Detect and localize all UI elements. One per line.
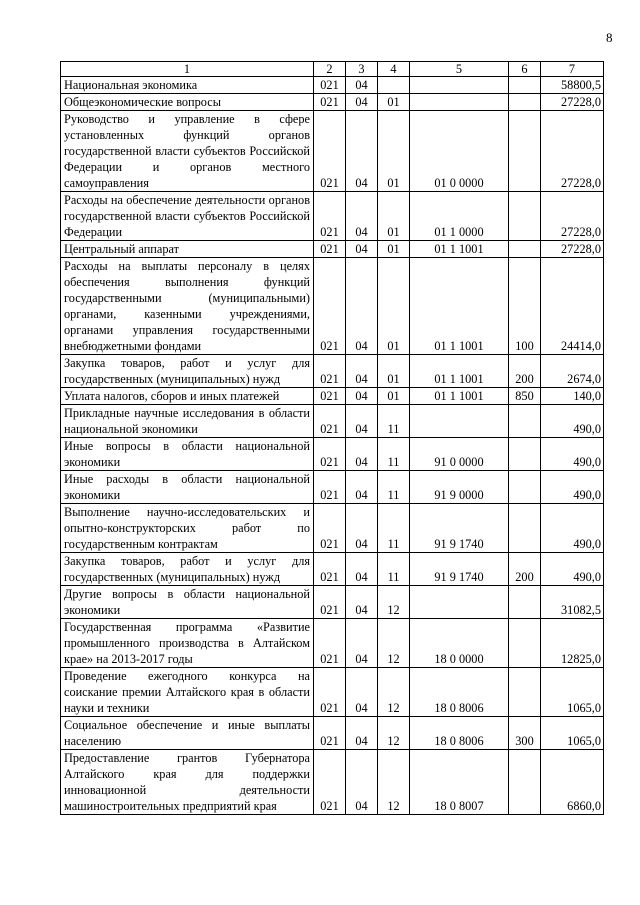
code-cell: 021 bbox=[314, 94, 346, 111]
target-article-cell: 01 0 0000 bbox=[410, 111, 509, 192]
section-cell: 04 bbox=[346, 619, 378, 668]
section-cell: 04 bbox=[346, 717, 378, 750]
section-cell: 04 bbox=[346, 405, 378, 438]
subsection-cell: 12 bbox=[378, 717, 410, 750]
section-cell: 04 bbox=[346, 94, 378, 111]
subsection-cell bbox=[378, 77, 410, 94]
table-row bbox=[61, 438, 604, 471]
expense-type-cell: 200 bbox=[509, 553, 541, 586]
column-header: 1 bbox=[61, 62, 314, 77]
expense-type-cell bbox=[509, 94, 541, 111]
target-article-cell: 01 1 0000 bbox=[410, 192, 509, 241]
page-number: 8 bbox=[606, 30, 613, 45]
expense-type-cell: 850 bbox=[509, 388, 541, 405]
subsection-cell: 12 bbox=[378, 668, 410, 717]
target-article-cell: 91 9 1740 bbox=[410, 553, 509, 586]
target-article-cell: 01 1 1001 bbox=[410, 355, 509, 388]
section-cell: 04 bbox=[346, 388, 378, 405]
amount-cell: 140,0 bbox=[541, 388, 604, 405]
target-article-cell bbox=[410, 77, 509, 94]
table-row bbox=[61, 717, 604, 750]
section-cell: 04 bbox=[346, 438, 378, 471]
row-name-cell: Центральный аппарат bbox=[61, 241, 314, 258]
subsection-cell: 12 bbox=[378, 586, 410, 619]
table-row bbox=[61, 94, 604, 111]
amount-cell: 24414,0 bbox=[541, 258, 604, 355]
row-name-cell: Иные вопросы в области национальной экономики bbox=[61, 438, 314, 471]
section-cell: 04 bbox=[346, 750, 378, 815]
row-name-cell: Руководство и управление в сфере установленных функций органов государственной власти субъектов Российской Федерации и органов местного самоуправления bbox=[61, 111, 314, 192]
expense-type-cell bbox=[509, 192, 541, 241]
section-cell: 04 bbox=[346, 668, 378, 717]
code-cell: 021 bbox=[314, 241, 346, 258]
expense-type-cell: 200 bbox=[509, 355, 541, 388]
code-cell: 021 bbox=[314, 405, 346, 438]
amount-cell: 2674,0 bbox=[541, 355, 604, 388]
target-article-cell: 18 0 8006 bbox=[410, 668, 509, 717]
section-cell: 04 bbox=[346, 586, 378, 619]
table-row bbox=[61, 504, 604, 553]
header-row bbox=[61, 62, 604, 77]
budget-table bbox=[60, 61, 604, 815]
table-row bbox=[61, 668, 604, 717]
code-cell: 021 bbox=[314, 619, 346, 668]
section-cell: 04 bbox=[346, 258, 378, 355]
table-row bbox=[61, 405, 604, 438]
target-article-cell: 91 0 0000 bbox=[410, 438, 509, 471]
code-cell: 021 bbox=[314, 586, 346, 619]
row-name-cell: Расходы на выплаты персоналу в целях обеспечения выполнения функций государственными (муниципальными) органами, казенными учреждениями, органами управления государственными внебюджетными фондами bbox=[61, 258, 314, 355]
amount-cell: 490,0 bbox=[541, 405, 604, 438]
subsection-cell: 11 bbox=[378, 405, 410, 438]
row-name-cell: Общеэкономические вопросы bbox=[61, 94, 314, 111]
code-cell: 021 bbox=[314, 258, 346, 355]
section-cell: 04 bbox=[346, 355, 378, 388]
amount-cell: 490,0 bbox=[541, 471, 604, 504]
table-row bbox=[61, 553, 604, 586]
expense-type-cell bbox=[509, 438, 541, 471]
amount-cell: 490,0 bbox=[541, 438, 604, 471]
row-name-cell: Государственная программа «Развитие промышленного производства в Алтайском крае» на 2013-2017 годы bbox=[61, 619, 314, 668]
table-row bbox=[61, 471, 604, 504]
table-row bbox=[61, 586, 604, 619]
column-header: 2 bbox=[314, 62, 346, 77]
subsection-cell: 01 bbox=[378, 111, 410, 192]
amount-cell: 27228,0 bbox=[541, 192, 604, 241]
code-cell: 021 bbox=[314, 77, 346, 94]
target-article-cell: 91 9 1740 bbox=[410, 504, 509, 553]
table-row bbox=[61, 619, 604, 668]
section-cell: 04 bbox=[346, 241, 378, 258]
code-cell: 021 bbox=[314, 192, 346, 241]
row-name-cell: Закупка товаров, работ и услуг для государственных (муниципальных) нужд bbox=[61, 355, 314, 388]
table-row bbox=[61, 111, 604, 192]
amount-cell: 27228,0 bbox=[541, 94, 604, 111]
code-cell: 021 bbox=[314, 717, 346, 750]
subsection-cell: 01 bbox=[378, 241, 410, 258]
subsection-cell: 11 bbox=[378, 471, 410, 504]
expense-type-cell: 100 bbox=[509, 258, 541, 355]
row-name-cell: Другие вопросы в области национальной экономики bbox=[61, 586, 314, 619]
column-header: 4 bbox=[378, 62, 410, 77]
column-header: 5 bbox=[410, 62, 509, 77]
row-name-cell: Закупка товаров, работ и услуг для государственных (муниципальных) нужд bbox=[61, 553, 314, 586]
expense-type-cell bbox=[509, 586, 541, 619]
target-article-cell: 18 0 8007 bbox=[410, 750, 509, 815]
amount-cell: 12825,0 bbox=[541, 619, 604, 668]
subsection-cell: 01 bbox=[378, 192, 410, 241]
amount-cell: 490,0 bbox=[541, 504, 604, 553]
target-article-cell: 01 1 1001 bbox=[410, 241, 509, 258]
expense-type-cell bbox=[509, 504, 541, 553]
table-row bbox=[61, 355, 604, 388]
table-row bbox=[61, 192, 604, 241]
target-article-cell: 18 0 8006 bbox=[410, 717, 509, 750]
row-name-cell: Проведение ежегодного конкурса на соискание премии Алтайского края в области науки и техники bbox=[61, 668, 314, 717]
subsection-cell: 01 bbox=[378, 388, 410, 405]
subsection-cell: 12 bbox=[378, 750, 410, 815]
subsection-cell: 01 bbox=[378, 258, 410, 355]
code-cell: 021 bbox=[314, 438, 346, 471]
target-article-cell bbox=[410, 586, 509, 619]
expense-type-cell bbox=[509, 405, 541, 438]
row-name-cell: Выполнение научно-исследовательских и опытно-конструкторских работ по государственным контрактам bbox=[61, 504, 314, 553]
amount-cell: 27228,0 bbox=[541, 111, 604, 192]
code-cell: 021 bbox=[314, 111, 346, 192]
code-cell: 021 bbox=[314, 668, 346, 717]
section-cell: 04 bbox=[346, 504, 378, 553]
table-row bbox=[61, 77, 604, 94]
row-name-cell: Предоставление грантов Губернатора Алтайского края для поддержки инновационной деятельности машиностроительных предприятий края bbox=[61, 750, 314, 815]
expense-type-cell bbox=[509, 471, 541, 504]
row-name-cell: Иные расходы в области национальной экономики bbox=[61, 471, 314, 504]
row-name-cell: Расходы на обеспечение деятельности органов государственной власти субъектов Российской Федерации bbox=[61, 192, 314, 241]
table-row bbox=[61, 750, 604, 815]
row-name-cell: Национальная экономика bbox=[61, 77, 314, 94]
table-row bbox=[61, 388, 604, 405]
column-header: 3 bbox=[346, 62, 378, 77]
section-cell: 04 bbox=[346, 192, 378, 241]
target-article-cell: 18 0 0000 bbox=[410, 619, 509, 668]
subsection-cell: 01 bbox=[378, 94, 410, 111]
amount-cell: 1065,0 bbox=[541, 717, 604, 750]
column-header: 7 bbox=[541, 62, 604, 77]
amount-cell: 6860,0 bbox=[541, 750, 604, 815]
code-cell: 021 bbox=[314, 750, 346, 815]
section-cell: 04 bbox=[346, 111, 378, 192]
expense-type-cell bbox=[509, 111, 541, 192]
table-row bbox=[61, 258, 604, 355]
column-header: 6 bbox=[509, 62, 541, 77]
target-article-cell bbox=[410, 94, 509, 111]
amount-cell: 31082,5 bbox=[541, 586, 604, 619]
section-cell: 04 bbox=[346, 471, 378, 504]
code-cell: 021 bbox=[314, 504, 346, 553]
subsection-cell: 01 bbox=[378, 355, 410, 388]
target-article-cell: 01 1 1001 bbox=[410, 258, 509, 355]
subsection-cell: 11 bbox=[378, 553, 410, 586]
subsection-cell: 11 bbox=[378, 438, 410, 471]
amount-cell: 58800,5 bbox=[541, 77, 604, 94]
amount-cell: 490,0 bbox=[541, 553, 604, 586]
code-cell: 021 bbox=[314, 388, 346, 405]
code-cell: 021 bbox=[314, 553, 346, 586]
row-name-cell: Уплата налогов, сборов и иных платежей bbox=[61, 388, 314, 405]
code-cell: 021 bbox=[314, 471, 346, 504]
target-article-cell: 91 9 0000 bbox=[410, 471, 509, 504]
code-cell: 021 bbox=[314, 355, 346, 388]
section-cell: 04 bbox=[346, 77, 378, 94]
subsection-cell: 12 bbox=[378, 619, 410, 668]
target-article-cell: 01 1 1001 bbox=[410, 388, 509, 405]
subsection-cell: 11 bbox=[378, 504, 410, 553]
row-name-cell: Прикладные научные исследования в области национальной экономики bbox=[61, 405, 314, 438]
amount-cell: 27228,0 bbox=[541, 241, 604, 258]
expense-type-cell bbox=[509, 241, 541, 258]
row-name-cell: Социальное обеспечение и иные выплаты населению bbox=[61, 717, 314, 750]
amount-cell: 1065,0 bbox=[541, 668, 604, 717]
expense-type-cell bbox=[509, 750, 541, 815]
section-cell: 04 bbox=[346, 553, 378, 586]
expense-type-cell bbox=[509, 668, 541, 717]
expense-type-cell: 300 bbox=[509, 717, 541, 750]
expense-type-cell bbox=[509, 77, 541, 94]
table-row bbox=[61, 241, 604, 258]
expense-type-cell bbox=[509, 619, 541, 668]
target-article-cell bbox=[410, 405, 509, 438]
